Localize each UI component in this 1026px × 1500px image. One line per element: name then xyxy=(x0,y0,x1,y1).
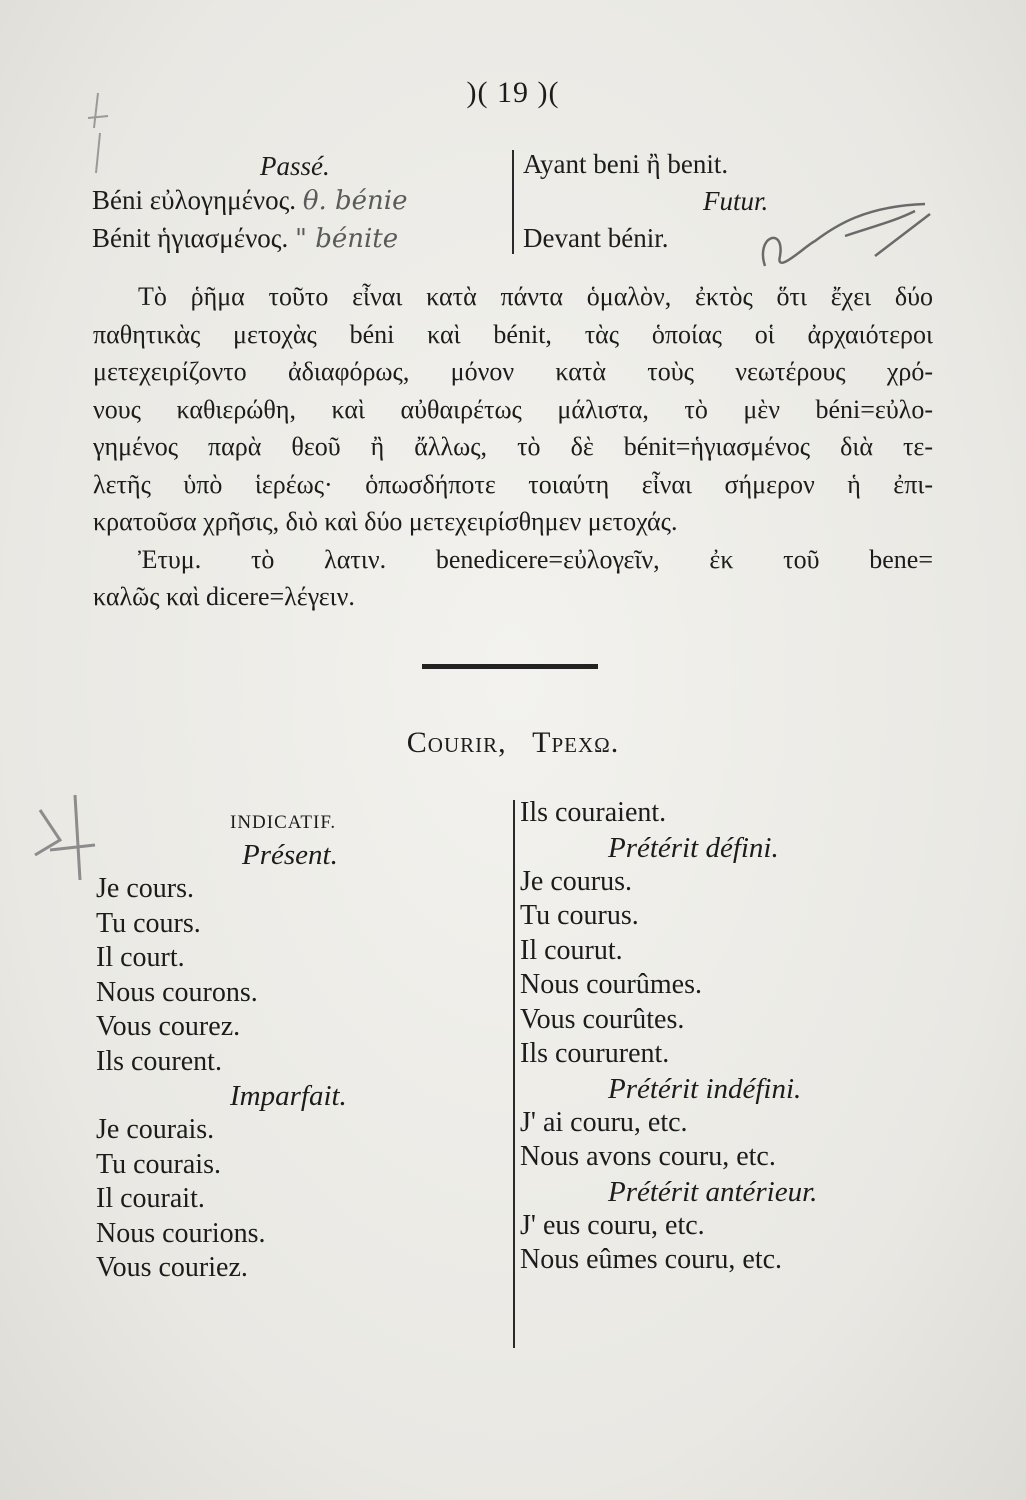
verb-form: Nous courûmes. xyxy=(520,969,702,1000)
verb-form: Il court. xyxy=(96,942,185,973)
etymology-line: καλῶς καὶ dicere=λέγειν. xyxy=(93,582,355,611)
participle-line xyxy=(92,220,512,258)
verb-form: Nous eûmes couru, etc. xyxy=(520,1244,783,1275)
verb-form: J' eus couru, etc. xyxy=(520,1209,705,1241)
conjugation-left-column xyxy=(96,808,506,1286)
top-left-block xyxy=(92,150,512,258)
paragraph-line: γημένος παρὰ θεοῦ ἢ ἄλλως, τὸ δὲ bénit=ἡγιασμένος διὰ τε- xyxy=(93,432,933,461)
tense-title-preterit-defini: Prétérit défini. xyxy=(608,831,779,864)
verb-form: Nous avons couru, etc. xyxy=(520,1141,776,1172)
tense-title-preterit-anterieur: Prétérit antérieur. xyxy=(608,1175,818,1208)
handwritten-note: " bénite xyxy=(294,224,399,254)
tense-futur: Futur. xyxy=(703,186,769,216)
verb-heading xyxy=(0,726,1026,760)
verb-form: Je courais. xyxy=(96,1114,215,1145)
paragraph-line: μετεχειρίζοντο ἀδιαφόρως, μόνον κατὰ τοὺς νεωτέρους χρό- xyxy=(93,357,933,386)
paragraph-line: παθητικὰς μετοχὰς béni καὶ bénit, τὰς ὁποίας οἱ ἀρχαιότεροι xyxy=(93,319,933,349)
column-divider-conjugation xyxy=(513,800,515,1348)
page-number: )( 19 )( xyxy=(466,76,560,109)
verb-form: Tu courus. xyxy=(520,900,639,931)
mood-title: INDICATIF. xyxy=(230,812,337,833)
column-divider-top xyxy=(512,150,514,254)
verb-form: J' ai couru, etc. xyxy=(520,1106,688,1138)
handwritten-note: θ. bénie xyxy=(302,186,408,216)
verb-form: Nous courions. xyxy=(96,1217,266,1249)
paragraph-line: Τὸ ῥῆμα τοῦτο εἶναι κατὰ πάντα ὁμαλὸν, ἐκτὸς ὅτι ἔχει δύο xyxy=(138,282,933,311)
verb-form: Nous courons. xyxy=(96,976,258,1008)
conjugation-right-column xyxy=(518,796,938,1278)
participle-line: Ayant beni ἢ benit. xyxy=(523,149,729,179)
paragraph-line: νους καθιερώθη, καὶ αὐθαιρέτως μάλιστα, τὸ μὲν béni=εὐλο- xyxy=(93,394,933,424)
verb-form: Tu courais. xyxy=(96,1148,221,1180)
tense-title-preterit-indefini: Prétérit indéfini. xyxy=(608,1072,802,1105)
handwritten-signature-icon xyxy=(725,196,955,286)
participle-line xyxy=(92,182,512,220)
verb-form: Il courut. xyxy=(520,934,623,966)
verb-heading-greek: Τρεχω. xyxy=(532,726,620,759)
verb-form: Je courus. xyxy=(520,865,632,897)
tense-title-imparfait: Imparfait. xyxy=(230,1080,347,1112)
paragraph-line: λετῆς ὑπὸ ἱερέως· ὁπωσδήποτε τοιαύτη εἶναι σήμερον ἡ ἐπι- xyxy=(93,469,933,499)
verb-form: Ils coururent. xyxy=(520,1038,670,1069)
verb-heading-french: Courir, xyxy=(406,726,507,759)
verb-form: Vous courûtes. xyxy=(520,1003,685,1035)
verb-form: Ils couraient. xyxy=(520,797,667,828)
section-rule xyxy=(422,664,598,669)
etymology-line: Ἐτυμ. τὸ λατιν. benedicere=εὐλογεῖν, ἐκ τοῦ bene= xyxy=(138,544,933,574)
verb-form: Je cours. xyxy=(96,873,194,904)
commentary-paragraph xyxy=(93,278,933,616)
participle-text: Bénit ἡγιασμένος. xyxy=(92,223,289,253)
verb-form: Vous courez. xyxy=(96,1011,241,1042)
tense-title-present: Présent. xyxy=(242,839,338,871)
participle-line: Devant bénir. xyxy=(523,223,669,253)
tense-passe: Passé. xyxy=(260,151,330,181)
verb-form: Il courait. xyxy=(96,1183,205,1214)
participle-text: Béni εὐλογημένος. xyxy=(92,185,297,215)
verb-form: Tu cours. xyxy=(96,907,201,939)
verb-form: Ils courent. xyxy=(96,1045,222,1077)
paragraph-line: κρατοῦσα χρῆσις, διὸ καὶ δύο μετεχειρίσθημεν μετοχάς. xyxy=(93,507,678,536)
verb-form: Vous couriez. xyxy=(96,1252,248,1283)
